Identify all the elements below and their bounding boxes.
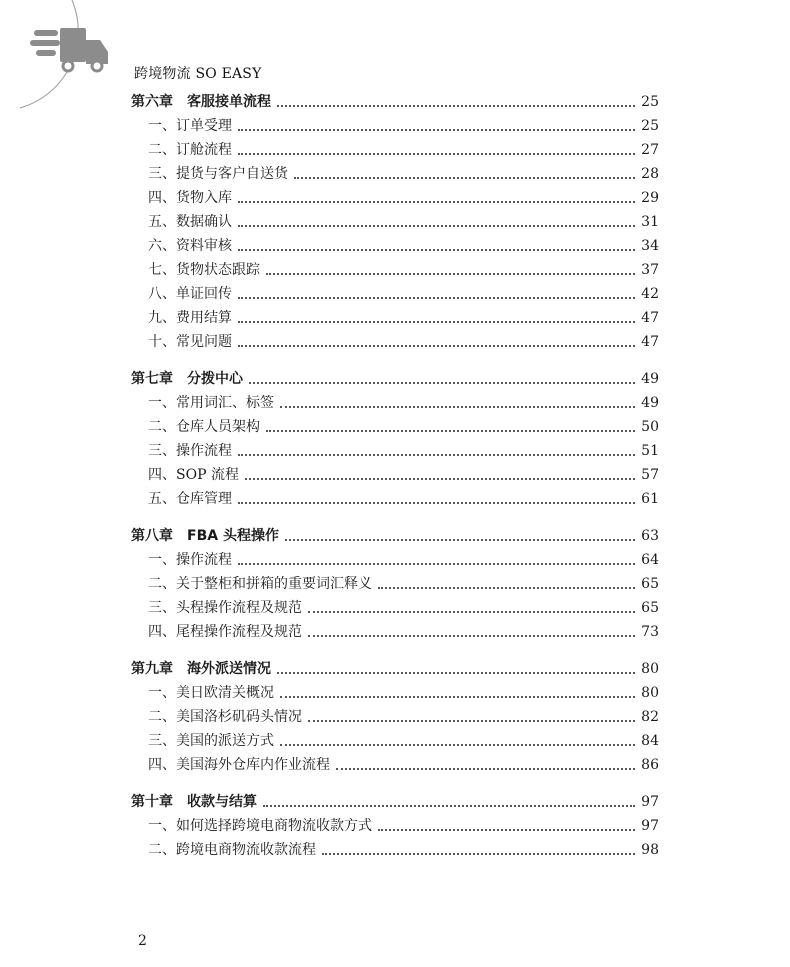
toc-entry[interactable] <box>131 729 659 753</box>
dot-leader <box>308 720 635 722</box>
toc-entry[interactable] <box>131 814 659 838</box>
dot-leader <box>280 744 635 746</box>
toc-entry[interactable] <box>131 572 659 596</box>
dot-leader <box>238 321 635 323</box>
chapter-heading[interactable] <box>131 657 659 681</box>
toc-entry[interactable] <box>131 186 659 210</box>
chapter-title: 第八章 FBA 头程操作 <box>131 528 279 544</box>
entry-title: 四、尾程操作流程及规范 <box>148 624 302 640</box>
toc-entry[interactable] <box>131 162 659 186</box>
dot-leader <box>308 635 635 637</box>
entry-page: 97 <box>641 818 659 834</box>
entry-page: 25 <box>641 118 659 134</box>
entry-page: 42 <box>641 286 659 302</box>
toc-entry[interactable] <box>131 114 659 138</box>
entry-page: 29 <box>641 190 659 206</box>
entry-title: 一、如何选择跨境电商物流收款方式 <box>148 818 372 834</box>
entry-title: 三、提货与客户自送货 <box>148 166 288 182</box>
dot-leader <box>294 177 635 179</box>
entry-title: 六、资料审核 <box>148 238 232 254</box>
dot-leader <box>238 225 635 227</box>
entry-page: 49 <box>641 395 659 411</box>
dot-leader <box>238 201 635 203</box>
dot-leader <box>280 406 635 408</box>
entry-page: 80 <box>641 685 659 701</box>
toc-entry[interactable] <box>131 838 659 862</box>
chapter-page: 80 <box>641 661 659 677</box>
entry-page: 73 <box>641 624 659 640</box>
entry-page: 47 <box>641 310 659 326</box>
dot-leader <box>285 539 635 541</box>
toc-entry[interactable] <box>131 234 659 258</box>
chapter-block <box>131 657 659 777</box>
page-number: 2 <box>138 933 147 949</box>
entry-title: 十、常见问题 <box>148 334 232 350</box>
book-title: 跨境物流 SO EASY <box>134 66 262 82</box>
table-of-contents <box>131 90 659 875</box>
chapter-title: 第七章 分拨中心 <box>131 371 243 387</box>
entry-page: 64 <box>641 552 659 568</box>
chapter-page: 97 <box>641 794 659 810</box>
entry-title: 九、费用结算 <box>148 310 232 326</box>
delivery-truck-icon <box>30 28 108 71</box>
entry-page: 82 <box>641 709 659 725</box>
entry-page: 34 <box>641 238 659 254</box>
dot-leader <box>238 153 635 155</box>
dot-leader <box>245 478 635 480</box>
dot-leader <box>336 768 635 770</box>
entry-title: 四、美国海外仓库内作业流程 <box>148 757 330 773</box>
toc-entry[interactable] <box>131 391 659 415</box>
dot-leader <box>238 129 635 131</box>
entry-page: 37 <box>641 262 659 278</box>
dot-leader <box>378 587 635 589</box>
dot-leader <box>238 502 635 504</box>
entry-title: 二、跨境电商物流收款流程 <box>148 842 316 858</box>
chapter-heading[interactable] <box>131 367 659 391</box>
entry-title: 二、订舱流程 <box>148 142 232 158</box>
chapter-heading[interactable] <box>131 790 659 814</box>
entry-title: 四、SOP 流程 <box>148 467 239 483</box>
entry-title: 一、美日欧清关概况 <box>148 685 274 701</box>
chapter-block <box>131 367 659 511</box>
entry-title: 三、操作流程 <box>148 443 232 459</box>
entry-page: 84 <box>641 733 659 749</box>
dot-leader <box>280 696 635 698</box>
chapter-title: 第九章 海外派送情况 <box>131 661 271 677</box>
dot-leader <box>238 563 635 565</box>
toc-entry[interactable] <box>131 705 659 729</box>
entry-page: 50 <box>641 419 659 435</box>
chapter-title: 第十章 收款与结算 <box>131 794 257 810</box>
entry-page: 47 <box>641 334 659 350</box>
chapter-page: 25 <box>641 94 659 110</box>
dot-leader <box>238 297 635 299</box>
toc-entry[interactable] <box>131 282 659 306</box>
entry-page: 86 <box>641 757 659 773</box>
dot-leader <box>277 672 635 674</box>
toc-entry[interactable] <box>131 596 659 620</box>
chapter-page: 63 <box>641 528 659 544</box>
entry-title: 二、关于整柜和拼箱的重要词汇释义 <box>148 576 372 592</box>
entry-title: 四、货物入库 <box>148 190 232 206</box>
dot-leader <box>249 382 635 384</box>
entry-page: 65 <box>641 600 659 616</box>
entry-title: 五、仓库管理 <box>148 491 232 507</box>
entry-page: 57 <box>641 467 659 483</box>
entry-title: 八、单证回传 <box>148 286 232 302</box>
chapter-heading[interactable] <box>131 90 659 114</box>
chapter-heading[interactable] <box>131 524 659 548</box>
toc-entry[interactable] <box>131 138 659 162</box>
entry-title: 七、货物状态跟踪 <box>148 262 260 278</box>
dot-leader <box>263 805 635 807</box>
chapter-block <box>131 790 659 862</box>
dot-leader <box>308 611 635 613</box>
entry-title: 一、操作流程 <box>148 552 232 568</box>
entry-title: 二、美国洛杉矶码头情况 <box>148 709 302 725</box>
chapter-block <box>131 90 659 354</box>
dot-leader <box>277 105 635 107</box>
chapter-block <box>131 524 659 644</box>
dot-leader <box>378 829 635 831</box>
entry-page: 98 <box>641 842 659 858</box>
toc-entry[interactable] <box>131 306 659 330</box>
entry-title: 一、订单受理 <box>148 118 232 134</box>
chapter-title: 第六章 客服接单流程 <box>131 94 271 110</box>
entry-title: 二、仓库人员架构 <box>148 419 260 435</box>
toc-entry[interactable] <box>131 258 659 282</box>
toc-entry[interactable] <box>131 330 659 354</box>
dot-leader <box>238 345 635 347</box>
entry-page: 61 <box>641 491 659 507</box>
toc-entry[interactable] <box>131 681 659 705</box>
toc-entry[interactable] <box>131 463 659 487</box>
entry-title: 三、头程操作流程及规范 <box>148 600 302 616</box>
dot-leader <box>322 853 635 855</box>
dot-leader <box>266 430 635 432</box>
header-decoration <box>0 0 130 115</box>
toc-entry[interactable] <box>131 415 659 439</box>
toc-entry[interactable] <box>131 210 659 234</box>
dot-leader <box>266 273 635 275</box>
entry-page: 31 <box>641 214 659 230</box>
chapter-page: 49 <box>641 371 659 387</box>
toc-entry[interactable] <box>131 620 659 644</box>
dot-leader <box>238 249 635 251</box>
entry-title: 五、数据确认 <box>148 214 232 230</box>
entry-page: 28 <box>641 166 659 182</box>
toc-entry[interactable] <box>131 753 659 777</box>
entry-page: 65 <box>641 576 659 592</box>
entry-title: 一、常用词汇、标签 <box>148 395 274 411</box>
toc-entry[interactable] <box>131 439 659 463</box>
entry-title: 三、美国的派送方式 <box>148 733 274 749</box>
toc-entry[interactable] <box>131 487 659 511</box>
entry-page: 51 <box>641 443 659 459</box>
entry-page: 27 <box>641 142 659 158</box>
dot-leader <box>238 454 635 456</box>
toc-entry[interactable] <box>131 548 659 572</box>
